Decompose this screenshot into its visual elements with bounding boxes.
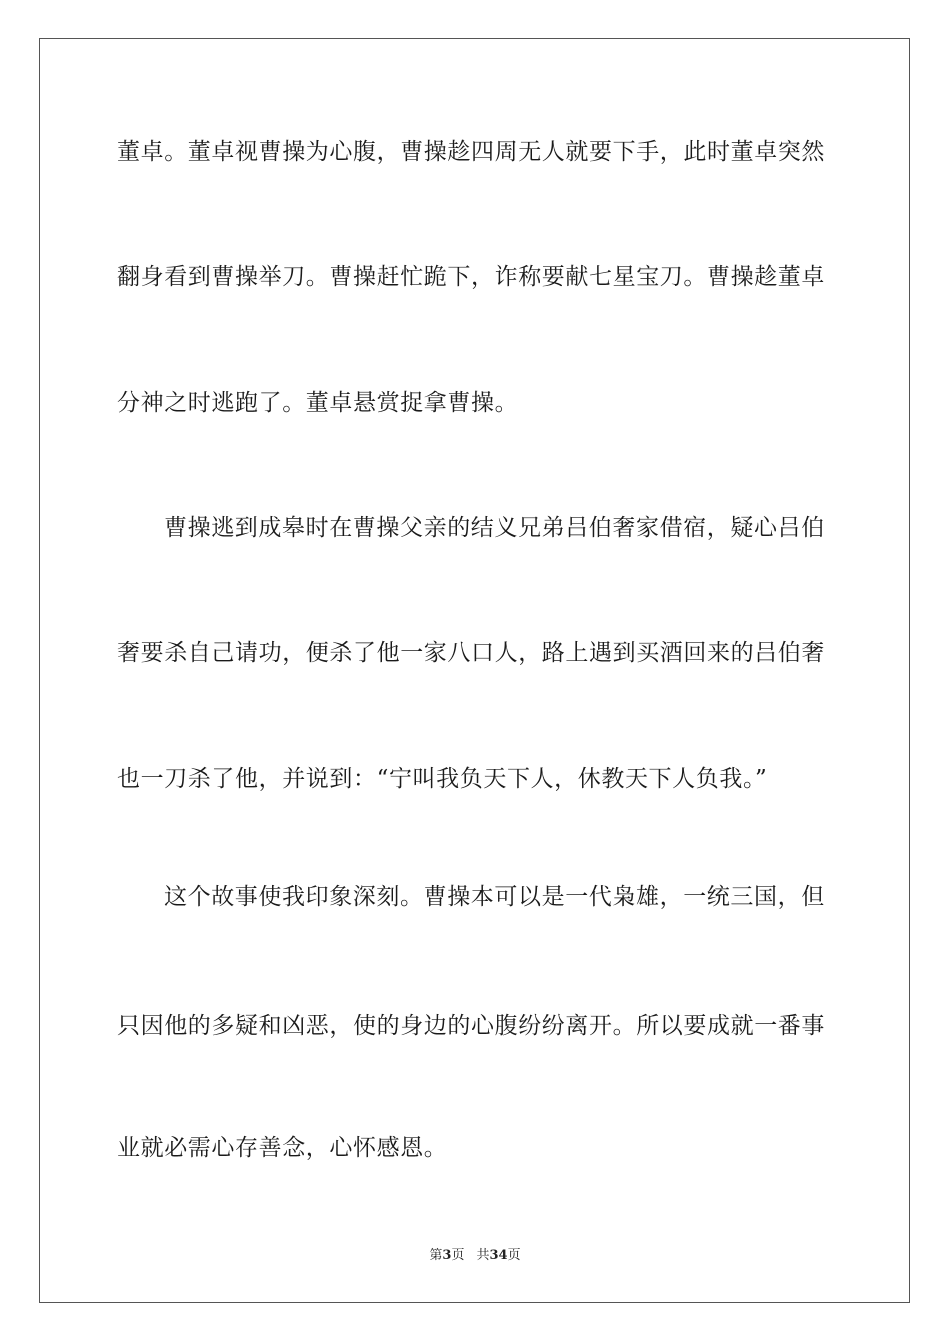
total-pages: 34 bbox=[489, 1248, 508, 1263]
total-prefix: 共 bbox=[476, 1248, 490, 1263]
page-border bbox=[39, 38, 910, 1303]
text-line-1: 董卓。董卓视曹操为心腹，曹操趁四周无人就要下手，此时董卓突然 bbox=[117, 139, 825, 165]
page-suffix: 页 bbox=[451, 1248, 465, 1263]
page-footer bbox=[0, 1247, 950, 1265]
page-number: 3 bbox=[442, 1248, 452, 1263]
total-suffix: 页 bbox=[507, 1248, 521, 1263]
text-line-8: 只因他的多疑和凶恶，使的身边的心腹纷纷离开。所以要成就一番事 bbox=[117, 1013, 825, 1039]
text-line-3: 分神之时逃跑了。董卓悬赏捉拿曹操。 bbox=[117, 390, 519, 416]
page-prefix: 第 bbox=[429, 1248, 443, 1263]
text-line-4: 曹操逃到成皋时在曹操父亲的结义兄弟吕伯奢家借宿，疑心吕伯 bbox=[164, 515, 825, 541]
text-line-5: 奢要杀自己请功，便杀了他一家八口人，路上遇到买酒回来的吕伯奢 bbox=[117, 640, 825, 666]
text-line-6: 也一刀杀了他，并说到：“宁叫我负天下人，休教天下人负我。” bbox=[117, 766, 768, 792]
text-line-2: 翻身看到曹操举刀。曹操赶忙跪下，诈称要献七星宝刀。曹操趁董卓 bbox=[117, 264, 825, 290]
text-line-7: 这个故事使我印象深刻。曹操本可以是一代枭雄，一统三国，但 bbox=[164, 884, 825, 910]
text-line-9: 业就必需心存善念，心怀感恩。 bbox=[117, 1135, 448, 1161]
